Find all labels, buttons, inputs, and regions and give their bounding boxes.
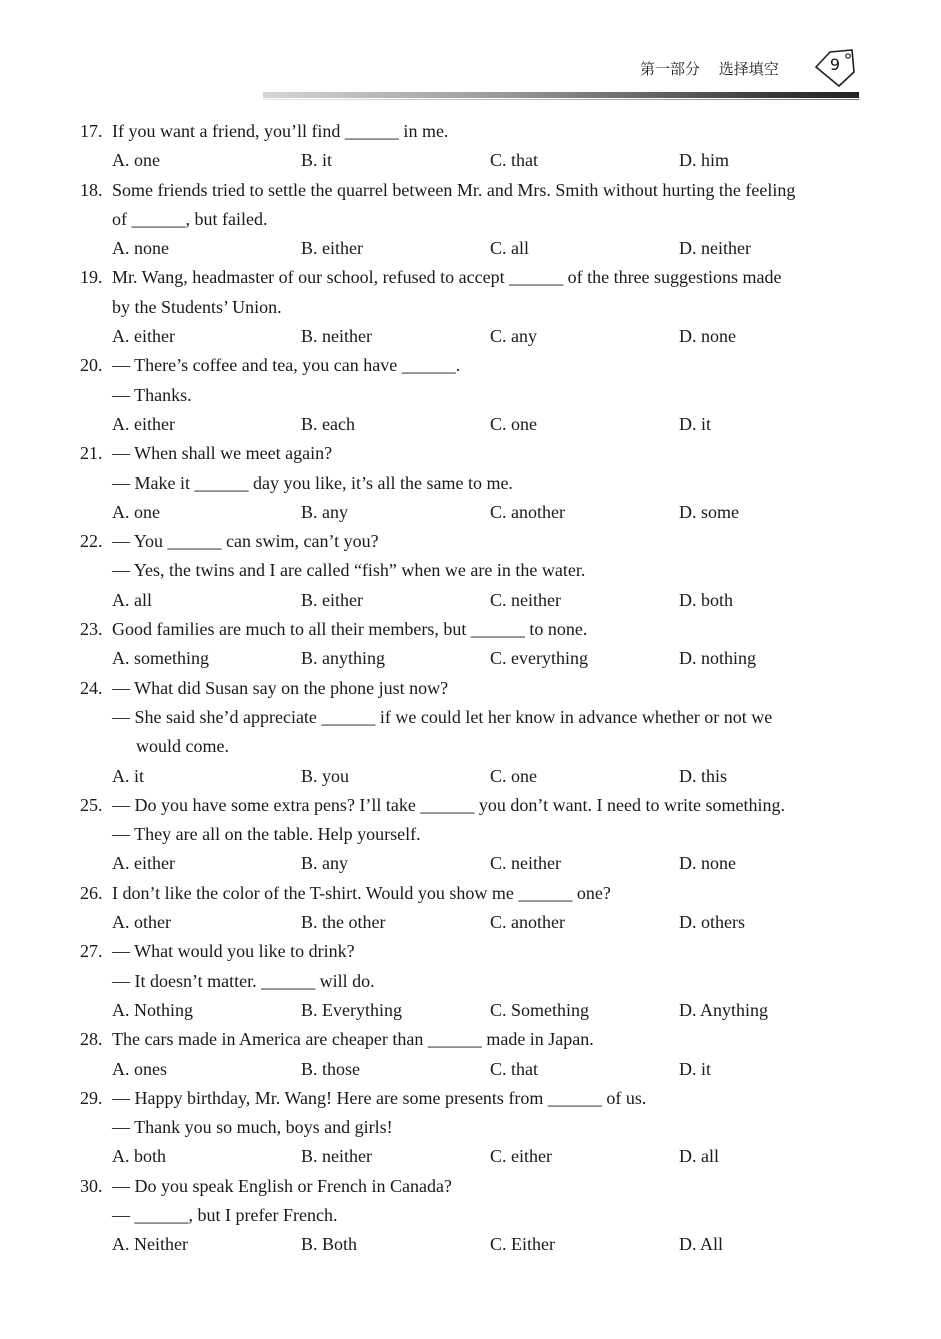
answer-option: D. All <box>679 1234 724 1255</box>
question-stem <box>80 439 870 468</box>
question-number: 19. <box>80 267 103 288</box>
answer-option: C. one <box>490 765 537 786</box>
question-text: The cars made in America are cheaper than ______ made in Japan. <box>112 1029 594 1050</box>
question-stem <box>80 176 870 205</box>
answer-option: D. nothing <box>679 648 757 669</box>
answer-option: C. everything <box>490 648 588 669</box>
question-text: Some friends tried to settle the quarrel between Mr. and Mrs. Smith without hurting the feeling <box>112 179 796 200</box>
answer-option: B. either <box>301 238 363 259</box>
answer-option: B. the other <box>301 912 386 933</box>
question-item <box>80 439 870 527</box>
question-stem <box>80 351 870 380</box>
question-number: 29. <box>80 1087 103 1108</box>
question-item <box>80 1025 870 1084</box>
answer-option: C. all <box>490 238 529 259</box>
answer-option: D. it <box>679 413 712 434</box>
question-stem <box>80 879 870 908</box>
question-item <box>80 527 870 615</box>
answer-option: A. either <box>112 853 175 874</box>
answer-option: B. those <box>301 1058 361 1079</box>
page-header <box>640 58 793 79</box>
question-number: 27. <box>80 941 103 962</box>
question-number: 20. <box>80 355 103 376</box>
answer-option: A. either <box>112 326 175 347</box>
answer-option: C. neither <box>490 853 561 874</box>
answer-option: B. neither <box>301 326 372 347</box>
answer-options <box>80 146 870 175</box>
question-text: — There’s coffee and tea, you can have ______. <box>112 355 461 376</box>
answer-option: A. it <box>112 765 145 786</box>
answer-options <box>80 234 870 263</box>
question-list <box>80 117 870 1260</box>
question-text-line: — It doesn’t matter. ______ will do. <box>112 970 375 991</box>
answer-option: B. neither <box>301 1146 372 1167</box>
answer-option: C. another <box>490 912 565 933</box>
question-stem <box>80 263 870 292</box>
answer-option: D. it <box>679 1058 712 1079</box>
question-stem <box>80 527 870 556</box>
question-text: Good families are much to all their members, but ______ to none. <box>112 619 588 640</box>
question-number: 18. <box>80 179 103 200</box>
answer-option: C. one <box>490 413 537 434</box>
question-text-line: — They are all on the table. Help yourself. <box>112 824 421 845</box>
question-text-line: — Thanks. <box>112 384 192 405</box>
answer-options <box>80 762 870 791</box>
question-number: 21. <box>80 443 103 464</box>
answer-option: A. Nothing <box>112 999 193 1020</box>
answer-option: D. this <box>679 765 728 786</box>
answer-option: D. all <box>679 1146 719 1167</box>
question-item <box>80 1084 870 1172</box>
question-text: — Happy birthday, Mr. Wang! Here are some presents from ______ of us. <box>112 1087 647 1108</box>
question-text-line: — She said she’d appreciate ______ if we could let her know in advance whether or not we <box>112 706 773 727</box>
question-text: — When shall we meet again? <box>112 443 333 464</box>
answer-option: A. both <box>112 1146 166 1167</box>
answer-option: C. neither <box>490 589 561 610</box>
header-rule <box>263 92 859 98</box>
question-text-line: — ______, but I prefer French. <box>112 1204 338 1225</box>
answer-options <box>80 1230 870 1259</box>
question-stem <box>80 674 870 703</box>
answer-option: B. Both <box>301 1234 358 1255</box>
answer-option: D. none <box>679 853 736 874</box>
question-text: — Do you speak English or French in Canada? <box>112 1175 452 1196</box>
answer-options <box>80 849 870 878</box>
question-item <box>80 937 870 1025</box>
answer-option: D. none <box>679 326 736 347</box>
answer-option: C. that <box>490 150 538 171</box>
header-rule-thin <box>263 99 859 100</box>
question-item <box>80 791 870 879</box>
answer-options <box>80 322 870 351</box>
answer-option: C. another <box>490 501 565 522</box>
question-text: — Do you have some extra pens? I’ll take ______ you don’t want. I need to write something. <box>112 794 786 815</box>
question-item <box>80 674 870 791</box>
answer-option: D. him <box>679 150 730 171</box>
page-number-badge <box>812 44 858 90</box>
question-text-line: — Make it ______ day you like, it’s all the same to me. <box>112 472 513 493</box>
question-stem <box>80 791 870 820</box>
answer-option: B. you <box>301 765 350 786</box>
question-stem <box>80 1025 870 1054</box>
question-text: — What did Susan say on the phone just now? <box>112 677 449 698</box>
question-stem <box>80 937 870 966</box>
answer-option: B. any <box>301 501 348 522</box>
answer-options <box>80 410 870 439</box>
question-item <box>80 1172 870 1260</box>
header-part: 第一部分 <box>640 60 701 78</box>
answer-option: C. Something <box>490 999 590 1020</box>
answer-option: B. any <box>301 853 348 874</box>
answer-option: A. ones <box>112 1058 167 1079</box>
header-section: 选择填空 <box>718 60 779 78</box>
answer-option: B. either <box>301 589 363 610</box>
answer-option: A. either <box>112 413 175 434</box>
question-item <box>80 351 870 439</box>
answer-option: A. other <box>112 912 171 933</box>
question-item <box>80 263 870 351</box>
answer-option: B. it <box>301 150 333 171</box>
answer-option: D. some <box>679 501 739 522</box>
answer-option: C. that <box>490 1058 538 1079</box>
answer-option: D. others <box>679 912 745 933</box>
question-number: 26. <box>80 882 103 903</box>
question-text-line: — Yes, the twins and I are called “fish” when we are in the water. <box>112 560 586 581</box>
answer-option: A. Neither <box>112 1234 188 1255</box>
answer-option: D. Anything <box>679 999 769 1020</box>
question-text: — What would you like to drink? <box>112 941 355 962</box>
answer-option: A. all <box>112 589 152 610</box>
answer-option: D. both <box>679 589 733 610</box>
answer-option: A. one <box>112 501 160 522</box>
question-item <box>80 117 870 176</box>
question-text-line: — Thank you so much, boys and girls! <box>112 1117 393 1138</box>
question-text-line: of ______, but failed. <box>112 208 268 229</box>
answer-option: C. any <box>490 326 537 347</box>
answer-options <box>80 1055 870 1084</box>
answer-options <box>80 996 870 1025</box>
answer-option: A. something <box>112 648 209 669</box>
answer-options <box>80 1142 870 1171</box>
question-text-line: would come. <box>136 736 229 757</box>
question-stem <box>80 1084 870 1113</box>
question-text: — You ______ can swim, can’t you? <box>112 531 379 552</box>
answer-option: B. anything <box>301 648 385 669</box>
question-text: Mr. Wang, headmaster of our school, refused to accept ______ of the three suggestions made <box>112 267 782 288</box>
question-item <box>80 176 870 264</box>
question-text-line: by the Students’ Union. <box>112 296 282 317</box>
question-number: 17. <box>80 121 103 141</box>
answer-option: A. one <box>112 150 160 171</box>
answer-options <box>80 498 870 527</box>
question-stem <box>80 1172 870 1201</box>
question-number: 30. <box>80 1175 103 1196</box>
answer-options <box>80 644 870 673</box>
question-number: 23. <box>80 619 103 640</box>
answer-option: D. neither <box>679 238 751 259</box>
question-text: If you want a friend, you’ll find ______ in me. <box>112 121 449 141</box>
question-item <box>80 879 870 938</box>
answer-option: A. none <box>112 238 169 259</box>
question-number: 25. <box>80 794 103 815</box>
question-number: 24. <box>80 677 103 698</box>
question-number: 22. <box>80 531 103 552</box>
answer-option: B. Everything <box>301 999 402 1020</box>
answer-option: B. each <box>301 413 355 434</box>
question-number: 28. <box>80 1029 103 1050</box>
answer-options <box>80 586 870 615</box>
question-stem <box>80 615 870 644</box>
question-stem <box>80 117 870 146</box>
answer-option: C. either <box>490 1146 552 1167</box>
answer-options <box>80 908 870 937</box>
answer-option: C. Either <box>490 1234 555 1255</box>
question-text: I don’t like the color of the T-shirt. Would you show me ______ one? <box>112 882 611 903</box>
page-number: 9 <box>829 55 841 74</box>
question-item <box>80 615 870 674</box>
